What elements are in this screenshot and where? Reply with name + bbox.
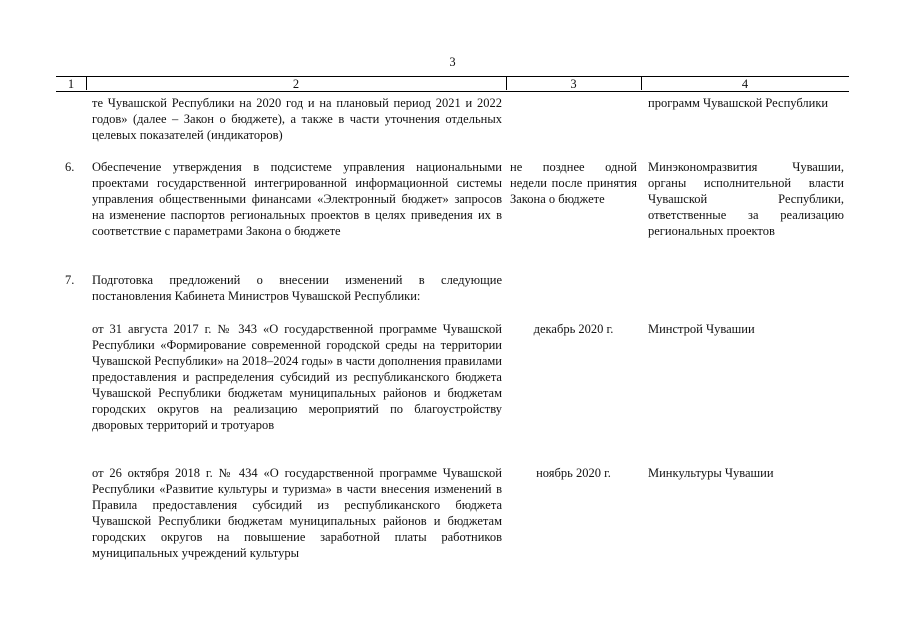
row-7b-text: от 26 октября 2018 г. № 434 «О государственной программе Чувашской Республики «Развитие культуры и туризма» в части внесения изменений в Правила предоставления субсидий из республиканского бюджета Чувашской Республики бюджетам муниципальных районов и бюджетам городских округов на повышение заработной платы работников муниципальных учреждений культуры (92, 466, 502, 560)
row-continuation-responsible: программ Чувашской Республики (648, 96, 829, 110)
row-7b-responsible: Минкультуры Чувашии (648, 466, 774, 480)
header-col-4: 4 (641, 76, 849, 92)
header-col-3: 3 (506, 76, 641, 92)
row-6-number: 6. (65, 160, 75, 174)
row-7b-term: ноябрь 2020 г. (536, 466, 611, 480)
row-7a-term: декабрь 2020 г. (533, 322, 614, 336)
row-continuation-text: те Чувашской Республики на 2020 год и на плановый период 2021 и 2022 годов» (далее – Закон о бюджете), а также в части уточнения отдельных целевых показателей (индикаторов) (92, 96, 502, 142)
row-7-number: 7. (65, 273, 75, 287)
row-7a-text: от 31 августа 2017 г. № 343 «О государственной программе Чувашской Республики «Формирование современной городской среды на территории Чувашской Республики» на 2018–2024 годы» в части дополнения правилами предоставления и распределения субсидий из республиканского бюджета Чувашской Республики бюджетам муниципальных районов и бюджетам городских округов на реализацию мероприятий по благоустройству дворовых территорий и тротуаров (92, 322, 502, 432)
row-7-text: Подготовка предложений о внесении изменений в следующие постановления Кабинета Министров Чувашской Республики: (92, 273, 502, 303)
page-number: 3 (449, 55, 456, 69)
row-6-text: Обеспечение утверждения в подсистеме управления национальными проектами государственной интегрированной информационной системы управления общественными финансами «Электронный бюджет» запросов на изменение паспортов региональных проектов в целях приведения их в соответствие с параметрами Закона о бюджете (92, 160, 502, 238)
header-divider (641, 76, 642, 90)
header-divider (86, 76, 87, 90)
row-7a-responsible: Минстрой Чувашии (648, 322, 755, 336)
row-6-term: не позднее одной недели после принятия Закона о бюджете (510, 160, 637, 206)
row-6-responsible: Минэкономразвития Чувашии, органы исполнительной власти Чувашской Республики, ответственные за реализацию региональных проектов (648, 160, 844, 238)
header-col-1: 1 (56, 76, 86, 92)
header-divider (506, 76, 507, 90)
header-col-2: 2 (86, 76, 506, 92)
